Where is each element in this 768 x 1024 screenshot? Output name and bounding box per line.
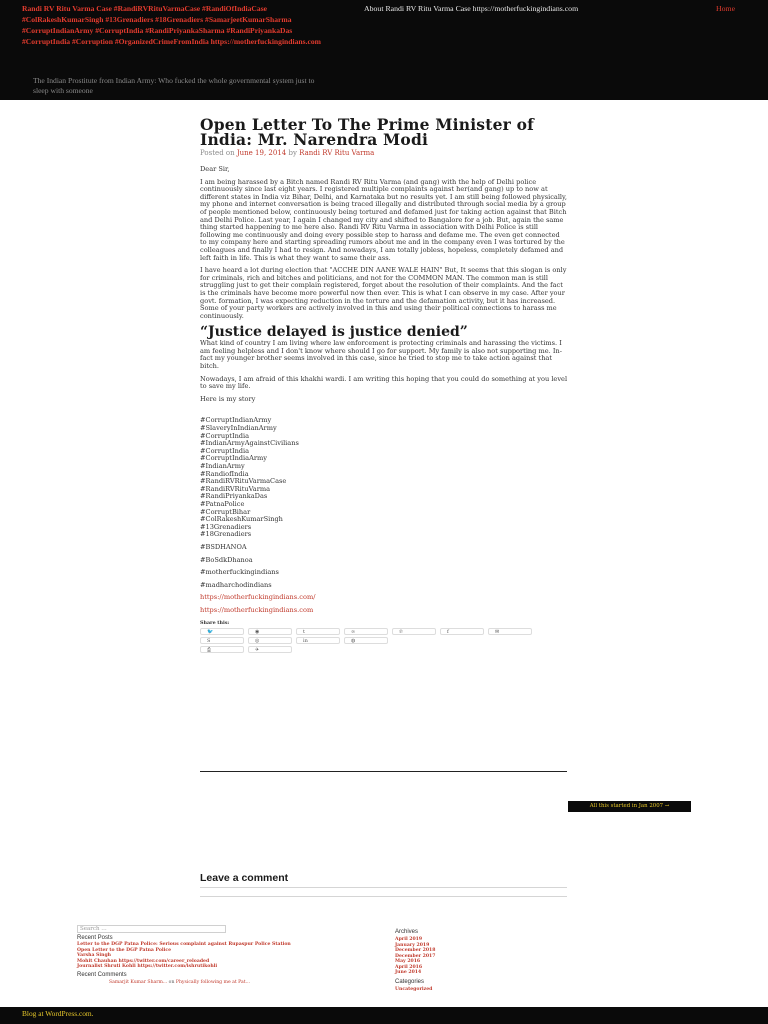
comment-divider — [200, 896, 567, 897]
recent-post-link[interactable]: Mohit Chauhan https://twitter.com/career_reloaded — [77, 958, 210, 964]
site-header — [0, 0, 768, 100]
recent-posts-title: Recent Posts — [77, 935, 113, 941]
comment-author-link[interactable]: Samarjit Kumar Sharm... — [109, 979, 168, 985]
share-reddit-button[interactable] — [248, 628, 292, 635]
email-icon: ✉ — [495, 628, 500, 635]
body-paragraph: I am being harassed by a Bitch named Randi RV Ritu Varma (and gang) with the help of Delhi police continuously since last eight years. I registered multiple complaints against her(and gang) up to now at different states in India viz Bihar, Delhi, and Karnataka but no results yet. I am still being followed physically, my phone and internet conversation is being traced illegally and distributed through social media by a group of people mentioned below, continuously being tortured and defamed just for taking action against that Bitch and Delhi Police. Last year, I again I changed my city and shifted to Bangalore for a job. But, again the same thing started happening to me here also. Randi RV Ritu Varma in association with Delhi Police is still following me continuously and doing every possible step to harass and defame me. The even get connected to my company here and starting spreading rumors about me and in the company even I was tortured by the colleagues and finally I had to resign. And nowadays, I am totally jobless, hopeless, completely defamed and left faith in life. This is what they want to same their ass. — [200, 177, 567, 262]
share-whatsapp-button[interactable] — [248, 637, 292, 644]
recent-posts-list — [77, 942, 377, 970]
whatsapp-icon: ◎ — [255, 637, 260, 644]
hashtag: #RandiRVRituVarmaCase — [200, 477, 287, 486]
recent-posts-widget — [77, 935, 377, 985]
share-twitter-button[interactable] — [200, 628, 244, 635]
hashtag: #PatnaPolice — [200, 499, 245, 508]
share-row — [200, 628, 568, 635]
archives-widget — [395, 929, 515, 992]
post-author-link[interactable]: Randi RV Ritu Varma — [299, 149, 375, 157]
hashtag: #CorruptIndiaArmy — [200, 454, 267, 463]
search-input[interactable]: Search … — [77, 925, 226, 933]
comment-on: on — [168, 979, 175, 985]
twitter-icon: 🐦 — [207, 628, 214, 635]
share-tumblr-button[interactable] — [296, 628, 340, 635]
hashtag-list — [200, 417, 568, 539]
recent-post-link[interactable]: Letter to the DGP Patna Police: Serious complaint against Rupaspur Police Station — [77, 942, 291, 947]
quote-heading: “Justice delayed is justice denied” — [200, 324, 468, 341]
more-icon: ∞ — [351, 628, 356, 635]
post-content — [200, 166, 568, 615]
hashtag: #madharchodindians — [200, 580, 272, 589]
hashtag: #ColRakeshKumarSingh — [200, 515, 283, 524]
hashtag: #CorruptIndia — [200, 446, 250, 455]
archive-link[interactable]: December 2018 — [395, 948, 436, 953]
hashtag: #BoSdkDhanoa — [200, 555, 253, 564]
recent-post-link[interactable]: Varsha Singh — [77, 953, 111, 958]
body-paragraph: What kind of country I am living where law enforcement is protecting criminals and harassing the victims. I am feeling helpless and I don't know where should I go for support. My family is also not supporting me. In-fact my younger brother seems involved in this case, since he tried to stop me to take action against that bitch. — [200, 339, 562, 371]
site-footer — [0, 1007, 768, 1024]
post-divider — [200, 771, 567, 772]
print-icon: ⎙ — [207, 646, 212, 653]
archive-link[interactable]: December 2017 — [395, 953, 436, 959]
share-pocket-button[interactable] — [344, 637, 388, 644]
categories-title: Categories — [395, 978, 425, 985]
hashtag: #CorruptIndia — [200, 431, 250, 440]
hashtag: #CorruptIndianArmy — [200, 416, 272, 425]
share-skype-button[interactable] — [200, 637, 244, 644]
categories-list — [395, 987, 515, 993]
archive-link[interactable]: June 2014 — [395, 970, 422, 975]
archive-link[interactable]: January 2019 — [395, 942, 430, 948]
archives-title: Archives — [395, 929, 419, 935]
comment-divider — [200, 887, 567, 888]
post-article — [200, 117, 568, 653]
post-meta-by: by — [288, 149, 297, 157]
salutation: Dear Sir, — [200, 165, 230, 173]
category-link[interactable]: Uncategorized — [395, 986, 433, 992]
hashtag: #CorruptBihar — [200, 507, 251, 516]
hashtag: #18Grenadiers — [200, 530, 252, 539]
share-more-button[interactable] — [344, 628, 388, 635]
recent-post-link[interactable]: Open Letter to the DGP Patna Police — [77, 947, 172, 953]
hashtag: #IndianArmy — [200, 462, 245, 470]
share-telegram-button[interactable] — [248, 646, 292, 653]
archive-link[interactable]: May 2016 — [395, 959, 421, 964]
hashtag: #motherfuckingindians — [200, 568, 279, 577]
hashtag: #RandiRVRituVarma — [200, 484, 271, 493]
recent-comment — [77, 980, 377, 985]
share-linkedin-button[interactable] — [296, 637, 340, 644]
body-paragraph: I have heard a lot during election that "ACCHE DIN AANE WALE HAIN" But, It seems that this slogan is only for criminals, rich and bitches and politicians, and not for the COMMON MAN. The common man is still struggling just to get their complain registered, forget about the resolution of their complaints. And the fact is the criminals have become more powerful now then ever. This is what I can observe in my case. After your govt. formation, I was expecting reduction in the torture and the defamation activity, but it has increased. Some of your party workers are actively involved in this and using their political connections to harass me continuously. — [200, 266, 567, 320]
recent-comments-title: Recent Comments — [77, 971, 127, 978]
archives-list — [395, 937, 515, 976]
linkedin-icon: in — [303, 637, 308, 644]
site-title[interactable]: Randi RV Ritu Varma Case #RandiRVRituVarmaCase #RandiOfIndiaCase #ColRakeshKumarSingh #13Grenadiers #18Grenadiers #SamarjeetKumarSharma #CorruptIndianArmy #CorruptIndia #RandiPriyankaSharma #RandiPriyankaDas #CorruptIndia #Corruption #OrganizedCrimeFromIndia https://motherfuckingindians.com — [22, 4, 321, 46]
hashtag: #RandiPriyankaDas — [200, 492, 268, 501]
hashtag: #BSDHANOA — [200, 542, 247, 551]
body-paragraph: Nowadays, I am afraid of this khakhi wardi. I am writing this hoping that you could do something at you level to save my life. — [200, 374, 568, 391]
hashtag: #IndianArmyAgainstCivilians — [200, 439, 299, 448]
site-link[interactable]: https://motherfuckingindians.com — [200, 605, 314, 614]
post-meta-prefix: Posted on — [200, 149, 235, 157]
share-facebook-button[interactable] — [440, 628, 484, 635]
archive-link[interactable]: April 2019 — [395, 937, 423, 942]
tumblr-icon: t — [303, 628, 306, 635]
comment-post-link[interactable]: Physically following me at Pat... — [175, 979, 251, 985]
archive-link[interactable]: April 2016 — [395, 964, 423, 970]
post-title: Open Letter To The Prime Minister of India: Mr. Narendra Modi — [200, 115, 535, 149]
share-label: Share this: — [200, 619, 230, 626]
share-print-button[interactable] — [200, 646, 244, 653]
footer-credit-link[interactable]: Blog at WordPress.com. — [22, 1009, 94, 1018]
reddit-icon: ◉ — [255, 628, 260, 635]
hashtag: #RandiofIndia — [200, 469, 249, 478]
share-row — [200, 637, 568, 644]
share-email-button[interactable] — [488, 628, 532, 635]
site-link[interactable]: https://motherfuckingindians.com/ — [200, 593, 316, 602]
pinterest-icon: ℗ — [399, 628, 403, 635]
hashtag: #SlaveryInIndianArmy — [200, 424, 277, 433]
nav-home-link[interactable]: Home — [716, 4, 736, 13]
recent-post-link[interactable]: Journalist Shruti Kohli https://twitter.com/ishrutikohli — [77, 964, 218, 969]
post-date-link[interactable]: June 19, 2014 — [236, 149, 287, 157]
telegram-icon: ✈ — [255, 646, 260, 653]
next-post-button[interactable]: All this started in Jan 2007 → — [568, 801, 691, 812]
skype-icon: S — [207, 637, 211, 644]
share-pinterest-button[interactable] — [392, 628, 436, 635]
hashtag: #13Grenadiers — [200, 522, 252, 531]
post-meta — [200, 149, 568, 157]
body-paragraph: Here is my story — [200, 394, 256, 403]
nav-about-link[interactable]: About Randi RV Ritu Varma Case https://motherfuckingindians.com — [364, 4, 579, 13]
pocket-icon: ◍ — [351, 637, 356, 644]
share-row — [200, 646, 568, 653]
facebook-icon: f — [447, 628, 449, 635]
site-description: The Indian Prostitute from Indian Army: Who fucked the whole governmental system just to sleep with someone — [33, 76, 315, 95]
comments-title: Leave a comment — [200, 872, 289, 884]
